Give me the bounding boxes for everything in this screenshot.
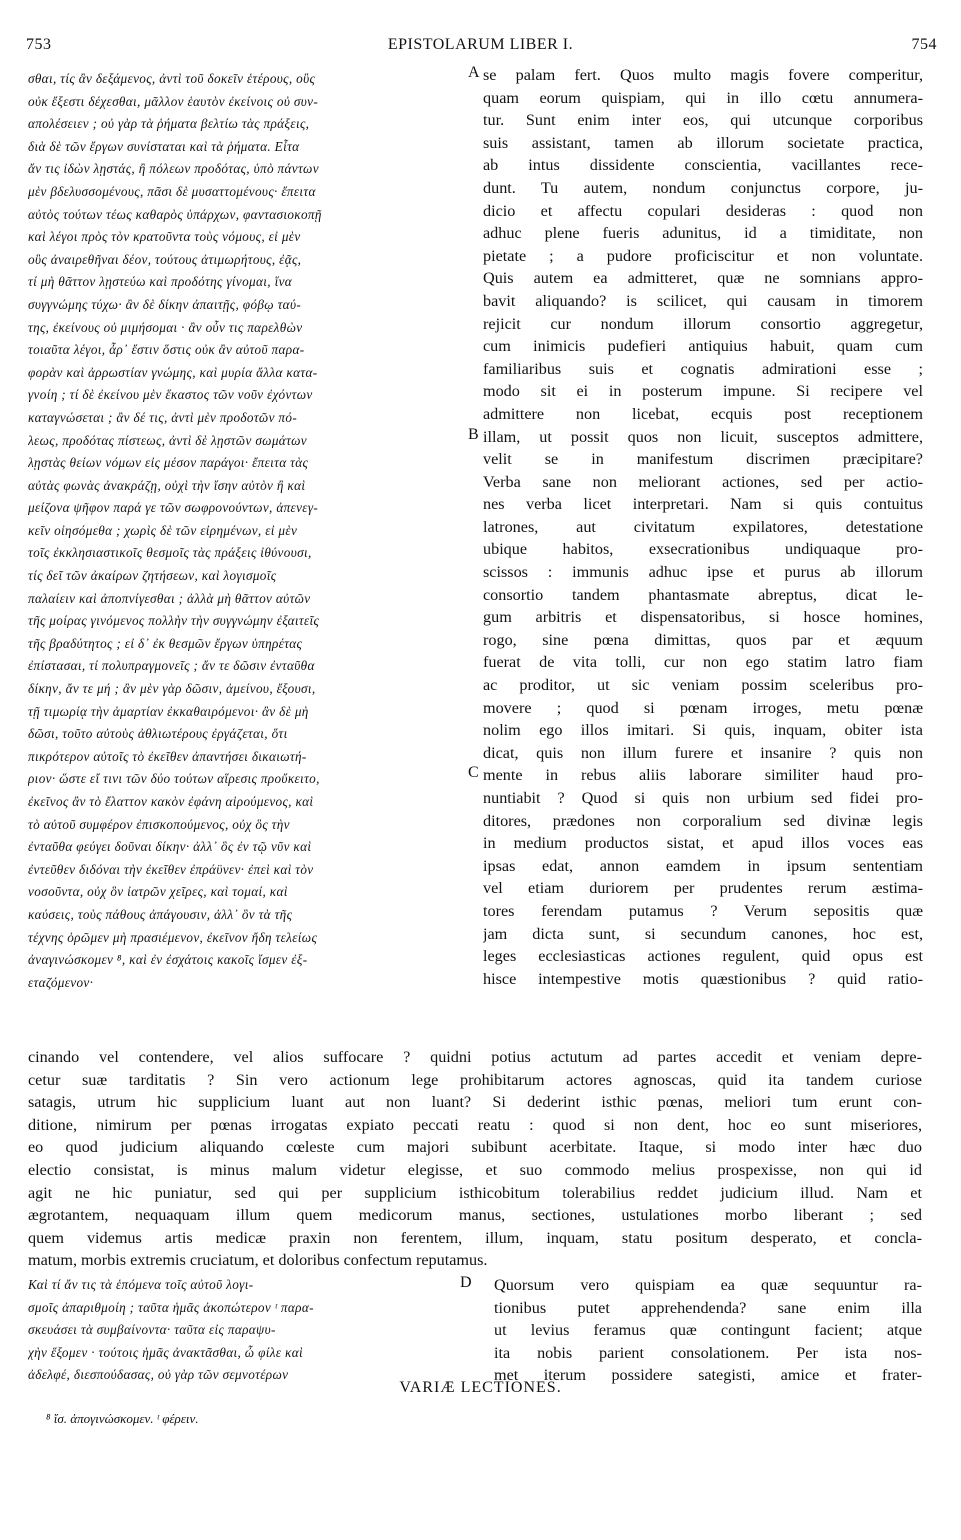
greek-text-line: δίκην, ἄν τε μή ; ἂν μὲν γὰρ δῶσιν, ἀμείνου, ἔξουσι, bbox=[28, 681, 316, 697]
latin-text-line: scissos : immunis adhuc ipse et purus ab illorum bbox=[483, 563, 923, 582]
latin-text-line: quam eorum quispiam, qui in illo cœtu annumera- bbox=[483, 88, 923, 107]
full-width-text-line: ditione, nimirum per pœnas irrogatas expiato peccati reatu : quod si non dent, hoc eo sunt miseriores, bbox=[28, 1115, 922, 1134]
greek-text-line: λῃστὰς θείων νόμων εἰς μέσον παράγοι· ἔπειτα τὰς bbox=[28, 455, 309, 471]
latin-text-line: tur. Sunt enim inter eos, qui utcunque corporibus bbox=[483, 111, 923, 130]
latin-text-line: leges ecclesiasticas actiones regulent, quid opus est bbox=[483, 947, 923, 966]
latin-text-line: cum inimicis pudefieri antiquius habuit, quam cum bbox=[483, 337, 923, 356]
greek-text-line: απολέσειεν ; οὐ γὰρ τὰ ῥήματα βελτίω τὰς πράξεις, bbox=[28, 116, 310, 132]
greek-text-line: ἀδελφέ, διεσπούδασας, οὐ γὰρ τῶν σεμνοτέρων bbox=[28, 1367, 289, 1383]
greek-text-line: χὴν ἕξομεν · τούτοις ἡμᾶς ἀνακτᾶσθαι, ὦ φίλε καὶ bbox=[28, 1344, 303, 1360]
latin-text-line: dunt. Tu autem, nondum conjunctus corpore, ju- bbox=[483, 178, 923, 197]
latin-text-line: se palam fert. Quos multo magis fovere comperitur, bbox=[483, 66, 923, 84]
latin-text-line: latrones, aut civitatum expilatores, detestatione bbox=[483, 517, 923, 536]
greek-text-line: φορὰν καὶ ἀρρωστίαν γνώμης, καὶ μυρία ἄλλα κατα- bbox=[28, 364, 318, 380]
greek-text-line: εταζόμενον· bbox=[28, 974, 94, 990]
latin-text-line: tionibus putet apprehendenda? sane enim illa bbox=[494, 1298, 922, 1317]
latin-column bbox=[483, 64, 923, 990]
latin-text-line: ita nobis parient consolationem. Per ista nos- bbox=[494, 1343, 922, 1362]
greek-text-line: της, ἐκείνους οὐ μιμήσομαι · ἂν οὖν τις παρελθὼν bbox=[28, 319, 303, 335]
section-marker-b: B bbox=[468, 426, 479, 443]
greek-text-line: τί μὴ θᾶττον λῃστεύω καὶ προδότης γίνομαι, ἵνα bbox=[28, 274, 293, 290]
greek-text-line: ἐντεῦθεν διδόναι τὴν ἐκεῖθεν ἐπράϋνεν· ἐπεὶ καὶ τὸν bbox=[28, 861, 314, 877]
latin-text-line: ditores, prædones non corporalium sed divinæ legis bbox=[483, 811, 923, 830]
greek-text-line: καταγνώσεται ; ἂν δέ τις, ἀντὶ μὲν προδοτῶν πό- bbox=[28, 409, 298, 425]
full-width-text-line: electio consistat, is minus malum videtur elegisse, et suo commodo melius prospexisse, non qui id bbox=[28, 1160, 922, 1179]
latin-text-line: velit se in manifestum discrimen præcipitare? bbox=[483, 450, 923, 469]
greek-text-line: συγγνώμης τύχω· ἂν δὲ δίκην ἀπαιτῇς, φόβῳ ταύ- bbox=[28, 296, 302, 312]
latin-text-line: met iterum possidere sategisti, amice et frater- bbox=[494, 1366, 922, 1385]
latin-text-line: jam dicta sunt, si secundum canones, hoc est, bbox=[483, 924, 923, 943]
greek-text-line: νοσοῦντα, οὐχ ὃν ἰατρῶν χεῖρες, καὶ τομαί, καὶ bbox=[28, 884, 288, 900]
greek-text-line: αὐτὰς φωνὰς ἀνακράζῃ, οὐχὶ τὴν ἴσην αὐτὸν ἢ καὶ bbox=[28, 477, 306, 493]
greek-text-line: ἐνταῦθα φεύγει δοῦναι δίκην· ἀλλ᾽ ὃς ἐν τῷ νῦν καὶ bbox=[28, 839, 312, 855]
running-title: EPISTOLARUM LIBER I. bbox=[387, 36, 574, 53]
greek-text-line: σθαι, τίς ἂν δεξάμενος, ἀντὶ τοῦ δοκεῖν ἑτέρους, οὓς bbox=[28, 71, 316, 86]
latin-text-line: bavit aliquando? is scilicet, qui causam in timorem bbox=[483, 291, 923, 310]
greek-text-line: ἐπίστασαι, τί πολυπραγμονεῖς ; ἄν τε δῶσιν ἐνταῦθα bbox=[28, 658, 315, 674]
full-width-text-line: cinando vel contendere, vel alios suffocare ? quidni potius actutum ad partes accedit et veniam depre- bbox=[28, 1048, 922, 1066]
greek-text-line: κεῖν οἰησόμεθα ; χωρὶς δὲ τῶν εἰρημένων, εἰ μὲν bbox=[28, 522, 298, 538]
greek-column bbox=[28, 68, 460, 994]
full-width-latin bbox=[28, 1046, 922, 1272]
greek-column-lower bbox=[28, 1274, 460, 1387]
latin-text-line: tores ferendam putamus ? Verum sepositis quæ bbox=[483, 901, 923, 920]
full-width-text-line: ægrotantem, nequaquam illum quem medicorum manus, sectiones, ustulationes morbo liberant ; sed bbox=[28, 1206, 922, 1225]
greek-text-line: σμοῖς ἀπαριθμοίη ; ταῦτα ἡμᾶς ἀκοπώτερον ᵗ παρα- bbox=[28, 1299, 314, 1315]
latin-text-line: vel etiam duriorem per prudentes rerum æstima- bbox=[483, 879, 923, 898]
greek-text-line: ἐκεῖνος ἂν τὸ ἔλαττον κακὸν ἐφάνη αἱρούμενος, καὶ bbox=[28, 794, 314, 809]
left-page-number: 753 bbox=[26, 36, 52, 53]
latin-text-line: dicio et affectu copulari desideras : quod non bbox=[483, 201, 923, 220]
greek-text-line: λεως, προδότας πίστεως, ἀντὶ δὲ λῃστῶν σωμάτων bbox=[28, 432, 308, 448]
full-width-text-line: cetur suæ tarditatis ? Sin vero actionum lege prohibitarum actores agnoscas, quid ita tandem curiose bbox=[28, 1070, 922, 1089]
greek-text-line: ἀναγινώσκομεν ⁸, καὶ ἐν ἐσχάτοις κακοῖς ἴσμεν ἐξ- bbox=[28, 952, 308, 968]
greek-text-line: ἄν τις ἰδὼν λῃστάς, ἢ πόλεων προδότας, ὑπὸ πάντων bbox=[28, 161, 319, 177]
greek-text-line: τοῖς ἐκκλησιαστικοῖς θεσμοῖς τὰς πράξεις ἰθύνουσι, bbox=[28, 545, 312, 561]
latin-text-line: hisce intempestive motis quæstionibus ? quid ratio- bbox=[483, 969, 923, 988]
greek-text-line: γνοίη ; τί δὲ ἐκείνου μὲν ἕκαστος τῶν νοῦν ἐχόντων bbox=[28, 387, 313, 403]
full-width-text-line: agit ne hic puniatur, sed qui per supplicium isthicobitum tolerabilius reddet judicium illud. Nam et bbox=[28, 1183, 922, 1202]
latin-text-line: Verba sane non meliorant actiones, sed per actio- bbox=[483, 472, 923, 491]
greek-text-line: τῇ τιμωρίᾳ τὴν ἁμαρτίαν ἐκκαθαιρόμενοι· ἂν δὲ μὴ bbox=[28, 703, 309, 719]
right-page-number: 754 bbox=[911, 36, 937, 53]
latin-text-line: dicat, quis non illum furere et insanire ? quis non bbox=[483, 743, 923, 762]
latin-text-line: mente in rebus aliis laborare similiter haud pro- bbox=[483, 766, 923, 785]
greek-text-line: καὶ λέγοι πρὸς τὸν κρατοῦντα τοὺς νόμους, εἰ μὲν bbox=[28, 229, 301, 245]
full-width-text-line: quem videmus artis medicæ praxin non ferentem, illum, inquam, statu positum desperato, et concla- bbox=[28, 1228, 922, 1247]
greek-text-line: οὐκ ἔξεστι δέχεσθαι, μᾶλλον ἑαυτὸν ἐκείνοις οὐ συν- bbox=[28, 93, 319, 109]
section-marker-d: D bbox=[460, 1274, 472, 1291]
latin-text-line: Quis autem ea admitteret, quæ ne somnians appro- bbox=[483, 269, 923, 288]
latin-text-line: modo sit ei in posterum impune. Si recipere vel bbox=[483, 382, 923, 401]
latin-text-line: adhuc plene fueris adunitus, id a timiditate, non bbox=[483, 224, 923, 243]
latin-text-line: rogo, sine pœna dimittas, quos par et æquum bbox=[483, 630, 923, 649]
greek-text-line: μείζονα ψῆφον παρά γε τῶν σωφρονούντων, ἀπενεγ- bbox=[28, 500, 319, 516]
greek-text-line: τοιαῦτα λέγοι, ἆρ᾽ ἔστιν ὅστις οὐκ ἂν αὐτοῦ παρα- bbox=[28, 342, 305, 358]
latin-column-lower bbox=[494, 1274, 922, 1387]
section-marker-c: C bbox=[468, 764, 479, 781]
latin-text-line: rejicit cur nondum illorum consortio aggregetur, bbox=[483, 314, 923, 333]
greek-text-line: τῆς μοίρας γινόμενος πολλὴν τὴν συγγνώμην ἐξαιτεῖς bbox=[28, 613, 320, 629]
greek-text-line: σκευάσει τὰ συμβαίνοντα· ταῦτα εἰς παραψυ- bbox=[28, 1322, 276, 1338]
latin-text-line: gum arbitris et dispensatoribus, si hosce homines, bbox=[483, 608, 923, 627]
variae-lectiones-heading: VARIÆ LECTIONES. bbox=[399, 1379, 562, 1396]
latin-text-line: Quorsum vero quispiam ea quæ sequuntur ra- bbox=[494, 1276, 922, 1294]
greek-text-line: οὓς ἀναιρεθῆναι δέον, τούτους ἀτιμωρήτους, ἐᾷς, bbox=[28, 251, 302, 267]
greek-text-line: αὐτὸς τούτων τέως καθαρὸς ὑπάρχων, φαντασιοκοπῇ bbox=[28, 206, 322, 222]
greek-text-line: Καὶ τί ἄν τις τὰ ἑπόμενα τοῖς αὐτοῦ λογι- bbox=[28, 1277, 254, 1292]
greek-text-line: μὲν βδελυσσομένους, πᾶσι δὲ μυσαττομένους· ἔπειτα bbox=[28, 183, 316, 199]
full-width-text-line: matum, morbis extremis cruciatum, et doloribus confectum reputamus. bbox=[28, 1251, 488, 1270]
full-width-text-line: eo quod judicium aliquando cœleste cum majori subibunt acerbitate. Itaque, si modo inter hæc duo bbox=[28, 1138, 922, 1157]
latin-text-line: illam, ut possit quos non licuit, susceptos admittere, bbox=[483, 427, 923, 446]
latin-text-line: fuerat de vita tolli, cur non ego statim latro fiam bbox=[483, 653, 923, 672]
greek-text-line: τῆς βραδύτητος ; εἰ δ᾽ ἐκ θεσμῶν ἔργων ὑπηρέτας bbox=[28, 635, 303, 651]
latin-text-line: ab intus dissidente conscientia, vacillantes rece- bbox=[483, 156, 923, 175]
greek-text-line: ριον· ὥστε εἴ τινι τῶν δύο τούτων αἵρεσις προὔκειτο, bbox=[28, 771, 320, 787]
latin-text-line: suis assistant, tamen ab illorum societate practica, bbox=[483, 133, 923, 152]
section-marker-a: A bbox=[468, 64, 480, 81]
footnote: ⁸ ἴσ. ἀπογινώσκομεν. ᵗ φέρειν. bbox=[46, 1411, 199, 1426]
latin-text-line: nes verba licet interpretari. Nam si quis contuitus bbox=[483, 495, 923, 514]
greek-text-line: καύσεις, τοὺς πάθους ἀπάγουσιν, ἀλλ᾽ ὃν τὰ τῆς bbox=[28, 906, 293, 922]
latin-text-line: in medium productos sistat, et apud illos voces eas bbox=[483, 834, 923, 853]
greek-text-line: τέχνης ὁρῶμεν μὴ πρασιέμενον, ἐκεῖνον ἤδη τελείως bbox=[28, 929, 318, 945]
latin-text-line: ubique habitos, exsecrationibus undiquaque pro- bbox=[483, 540, 923, 559]
latin-text-line: nolim ego illos imitari. Si quis, inquam, obiter ista bbox=[483, 721, 923, 740]
greek-text-line: παλαίειν καὶ ἀποπνίγεσθαι ; ἀλλὰ μὴ θᾶττον αὐτῶν bbox=[28, 590, 311, 606]
latin-text-line: consortio tandem phantasmate abreptus, dicat le- bbox=[483, 585, 923, 604]
latin-text-line: ipsas edat, annon eamdem in ipsum sententiam bbox=[483, 856, 923, 875]
full-width-text-line: satagis, utrum hic supplicium luant aut non luant? Si dederint isthic pœnas, meliori tum erunt con- bbox=[28, 1093, 922, 1112]
greek-text-line: τὸ αὐτοῦ συμφέρον ἐπισκοπούμενος, οὐχ ὃς τὴν bbox=[28, 816, 290, 832]
greek-text-line: τίς δεῖ τῶν ἀκαίρων ζητήσεων, καὶ λογισμοῖς bbox=[28, 568, 277, 584]
greek-text-line: πικρότερον αὐτοῖς τὸ ἐκεῖθεν ἀπαντήσει δικαιωτή- bbox=[28, 748, 307, 764]
latin-text-line: admittere non licebat, ecquis post receptionem bbox=[483, 404, 923, 423]
greek-text-line: δῶσι, τοῦτο αὐτοὺς ἀθλιωτέρους ἐργάζεται, ὅτι bbox=[28, 726, 288, 742]
latin-text-line: ac proditor, ut sic veniam possim sceleribus pro- bbox=[483, 676, 923, 695]
latin-text-line: nuntiabit ? Quod si quis non urbium sed fidei pro- bbox=[483, 789, 923, 807]
latin-text-line: familiaribus suis et cognatis admirationi esse ; bbox=[483, 359, 923, 378]
latin-text-line: ut levius feramus quæ contingunt facient; atque bbox=[494, 1321, 922, 1340]
latin-text-line: movere ; quod si pœnam irroges, metu pœnæ bbox=[483, 698, 923, 717]
latin-text-line: pietate ; a pudore proficiscitur et non voluntate. bbox=[483, 246, 923, 265]
greek-text-line: διὰ δὲ τῶν ἔργων συνίσταται καὶ τὰ ῥήματα. Εἶτα bbox=[28, 138, 300, 154]
